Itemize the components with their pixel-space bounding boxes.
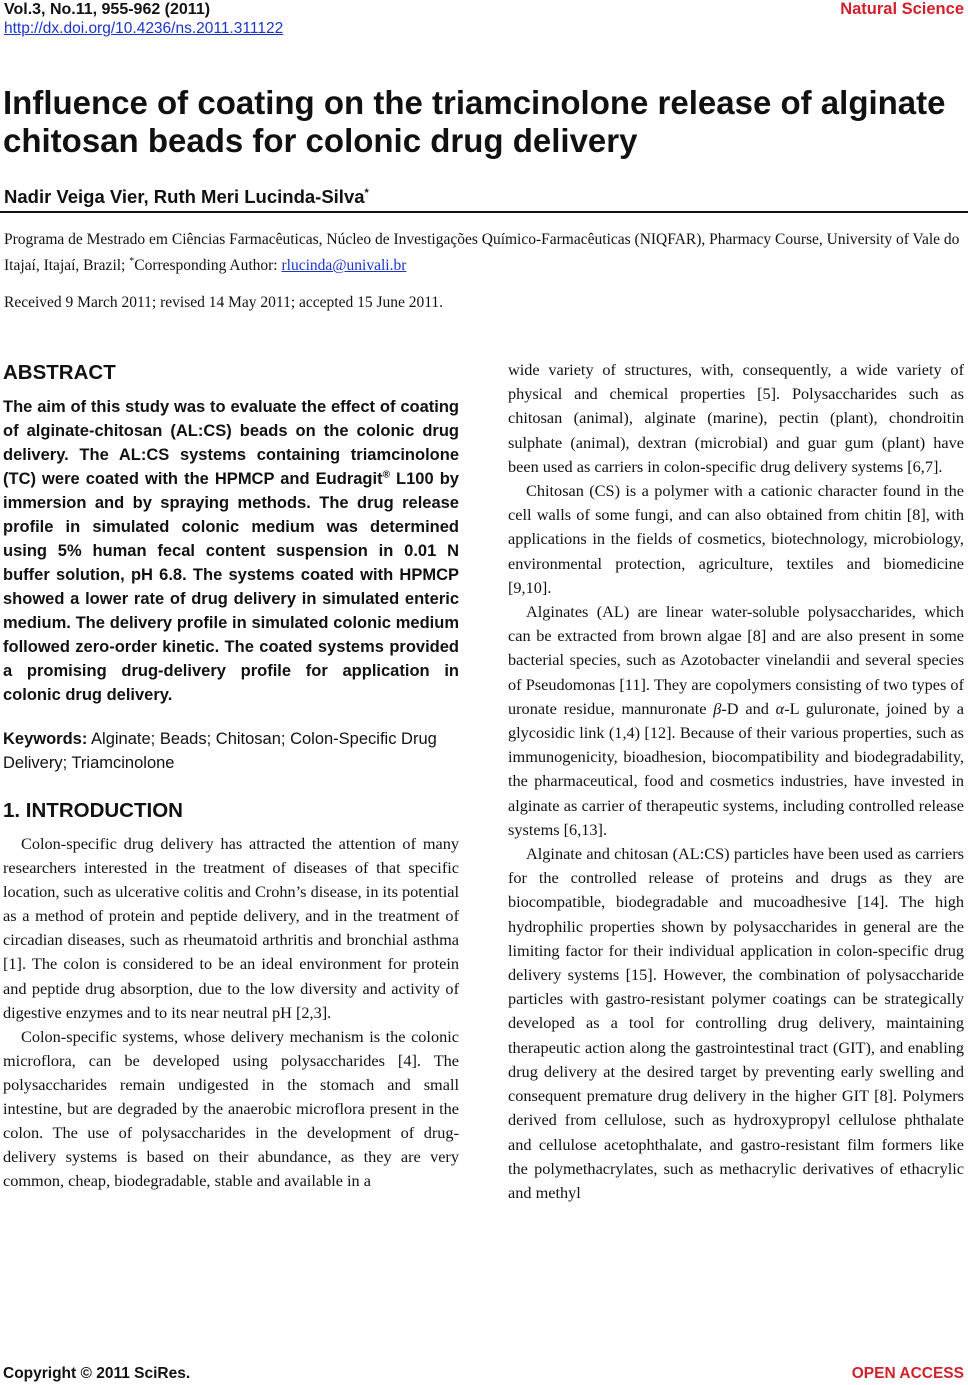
alpha-symbol: α xyxy=(775,698,785,718)
keywords xyxy=(3,727,459,775)
right-paragraph-3: Alginate and chitosan (AL:CS) particles have been used as carriers for the controlled release of proteins and drugs as they are biocompatible, biodegradable and mucoadhesive [14]. The high hydrophilic properties shown by polysaccharides in general are the limiting factor for their individual application in colon-specific drug delivery systems [15]. However, the combination of polysaccharide particles with gastro-resistant polymer coatings can be strategically developed as a tool for controlling drug delivery, maintaining therapeutic action along the gastrointestinal tract (GIT), and enabling drug delivery at the desired target by preventing early swelling and consequent premature drug delivery in the higher GIT [8]. Polymers derived from cellulose, such as hydroxypropyl cellulose phthalate and cellulose acetophthalate, and gastro-resistant film formers like the polymethacrylates, such as methacrylic derivatives of ethacrylic and methyl xyxy=(508,844,964,1202)
alginate-text-a: Alginates (AL) are linear water-soluble polysaccharides, which can be extracted from brown algae [8] and are also present in some bacterial species, such as Azotobacter vinelandii and several species of Pseudomonas [11]. They are copolymers consisting of two types of uronate residue, mannuronate xyxy=(508,602,964,718)
keywords-text: Alginate; Beads; Chitosan; Colon-Specific Drug Delivery; Triamcinolone xyxy=(3,730,437,772)
affiliation xyxy=(4,229,964,277)
alginate-text-c: -L guluronate, joined by a glycosidic link (1,4) [12]. Because of their various properties, such as immunogenicity, bioadhesion, biocompatibility and biodegradability, the pharmaceutical, food and cosmetics industries, have invested in alginate as carrier of therapeutic systems, including controlled release systems [6,13]. xyxy=(508,698,964,839)
right-paragraph-1: Chitosan (CS) is a polymer with a cationic character found in the cell walls of some fungi, and can also obtained from chitin [8], with applications in the fields of cosmetics, biotechnology, microbiology, environmental protection, agriculture, textiles and biomedicine [9,10]. xyxy=(508,481,964,597)
copyright: Copyright © 2011 SciRes. xyxy=(3,1365,191,1382)
introduction-heading: 1. INTRODUCTION xyxy=(3,799,183,822)
volume-info: Vol.3, No.11, 955-962 (2011) xyxy=(4,1,211,18)
corresponding-mark: * xyxy=(129,256,135,267)
keywords-label: Keywords: xyxy=(3,730,88,748)
author-list xyxy=(4,186,369,208)
abstract-text-part1: The aim of this study was to evaluate the effect of coating of alginate-chitosan (AL:CS) beads on the colonic drug delivery. The AL:CS systems containing triamcinolone (TC) were coated with the HPMCP and Eudragit xyxy=(3,398,459,488)
doi-link[interactable]: http://dx.doi.org/10.4236/ns.2011.311122 xyxy=(4,20,284,37)
author-mark: * xyxy=(364,186,369,199)
abstract-text-part2: L100 by immersion and by spraying methods. The drug release profile in simulated colonic medium was determined using 5% human fecal content suspension in 0.01 N buffer solution, pH 6.8. The systems coated with HPMCP showed a lower rate of drug delivery in simulated enteric medium. The delivery profile in simulated colonic medium followed zero-order kinetic. The coated systems provided a promising drug-delivery profile for application in colonic drug delivery. xyxy=(3,470,459,704)
title-rule xyxy=(0,211,968,213)
abstract-text xyxy=(3,395,459,707)
open-access-label: OPEN ACCESS xyxy=(851,1365,964,1382)
corresponding-label: Corresponding Author: xyxy=(134,257,278,275)
article-title: Influence of coating on the triamcinolone release of alginate chitosan beads for colonic drug delivery xyxy=(3,84,946,159)
abstract-heading: ABSTRACT xyxy=(3,361,116,384)
right-paragraph-0: wide variety of structures, with, consequently, a wide variety of physical and chemical properties [5]. Polysaccharides such as chitosan (animal), alginate (marine), pectin (plant), chondroitin sulphate (animal), dextran (microbial) and guar gum (plant) have been used as carriers in colon-specific drug delivery systems [6,7]. xyxy=(508,360,964,476)
email-link[interactable]: rlucinda@univali.br xyxy=(281,257,407,275)
left-column xyxy=(3,358,459,1193)
journal-header-left xyxy=(4,0,283,38)
right-paragraph-2 xyxy=(508,600,964,842)
journal-name: Natural Science xyxy=(840,0,964,18)
received-dates: Received 9 March 2011; revised 14 May 2011; accepted 15 June 2011. xyxy=(4,294,444,311)
right-column xyxy=(508,358,964,1205)
alginate-text-b: -D and xyxy=(721,698,776,718)
beta-symbol: β xyxy=(713,698,722,718)
intro-paragraph-2: Colon-specific systems, whose delivery mechanism is the colonic microflora, can be developed using polysaccharides [4]. The polysaccharides remain undigested in the stomach and small intestine, but are degraded by the anaerobic microflora present in the colon. The use of polysaccharides in the development of drug-delivery systems is based on their abundance, as they are very common, cheap, biodegradable, stable and available in a xyxy=(3,1026,459,1191)
author-names: Nadir Veiga Vier, Ruth Meri Lucinda-Silva xyxy=(4,186,365,207)
intro-paragraph-1: Colon-specific drug delivery has attracted the attention of many researchers interested in the treatment of diseases of that specific location, such as ulcerative colitis and Crohn’s disease, in its potential as a method of protein and peptide delivery, and in the treatment of circadian diseases, such as rheumatoid arthritis and bronchial asthma [1]. The colon is considered to be an ideal environment for protein and peptide drug absorption, due to the low diversity and activity of digestive enzymes and to its near neutral pH [2,3]. xyxy=(3,834,459,1022)
affiliation-text: Programa de Mestrado em Ciências Farmacêuticas, Núcleo de Investigações Químico-Farmacêuticas (NIQFAR), Pharmacy Course, University of Vale do Itajaí, Itajaí, Brazil; xyxy=(4,231,960,275)
registered-mark: ® xyxy=(382,469,390,481)
